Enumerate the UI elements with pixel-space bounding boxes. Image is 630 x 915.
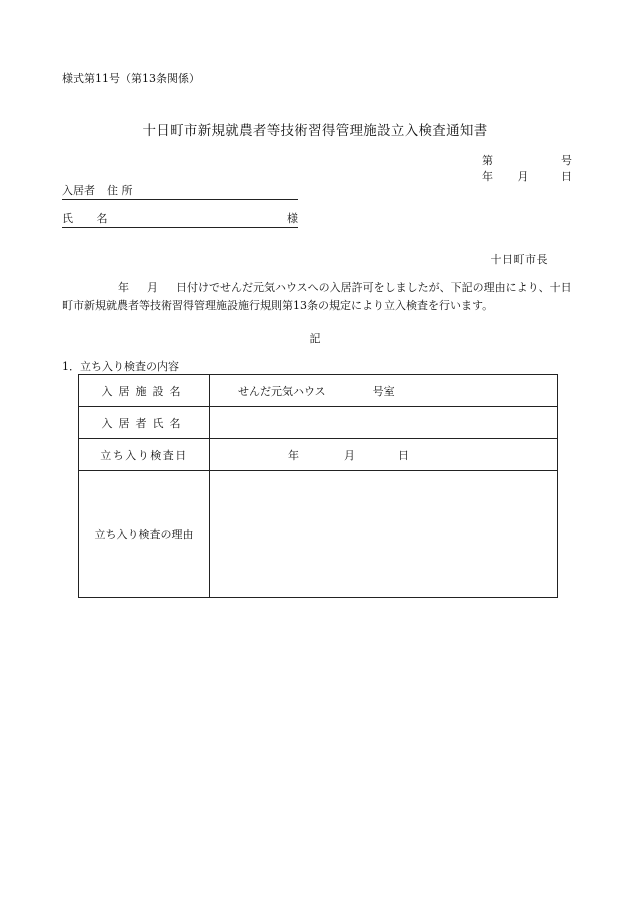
room-suffix: 号室 [372,384,395,398]
body-text: 日付けでせんだ元気ハウスへの入居許可をしましたが、下記の理由により、十日町市新規就農者等技術習得管理施設施行規則第13条の規定により立入検査を行います。 [62,281,572,312]
resident-address-label-2: 住 所 [107,184,133,197]
body-month: 月 [147,281,158,294]
date-day: 日 [398,448,409,462]
date-value [210,439,558,471]
honorific-sama: 様 [287,212,298,225]
facility-label: 入居施設名 [79,375,210,407]
resident-address-label-1: 入居者 [62,184,95,197]
table-row-reason [79,471,558,598]
resident-label: 入居者氏名 [79,407,210,439]
facility-name: せんだ元気ハウス [238,384,326,398]
reference-number-prefix: 第 [482,154,493,167]
reference-year: 年 [482,170,493,183]
reference-month: 月 [517,170,529,183]
form-number: 様式第11号（第13条関係） [62,72,200,85]
reference-number-suffix: 号 [561,154,572,167]
document-title: 十日町市新規就農者等技術習得管理施設立入検査通知書 [142,123,488,139]
resident-value [210,407,558,439]
notice-body [62,279,574,315]
reference-number-row [482,152,572,168]
date-month: 月 [344,448,355,462]
reference-date-row [482,168,572,184]
date-label: 立ち入り検査日 [79,439,210,471]
reason-label: 立ち入り検査の理由 [79,471,210,598]
ki-marker: 記 [309,332,321,345]
issuer-mayor: 十日町市長 [490,253,548,266]
inspection-table [78,374,558,598]
table-row-facility [79,375,558,407]
facility-value [210,375,558,407]
body-year: 年 [118,281,129,294]
section-heading: 1．立ち入り検査の内容 [62,360,179,373]
table-row-date [79,439,558,471]
reference-day: 日 [561,170,572,183]
resident-name-label: 氏 名 [62,212,118,225]
reason-value [210,471,558,598]
resident-address-line [62,182,298,200]
date-year: 年 [288,448,299,462]
resident-name-line [62,210,298,228]
table-row-resident [79,407,558,439]
